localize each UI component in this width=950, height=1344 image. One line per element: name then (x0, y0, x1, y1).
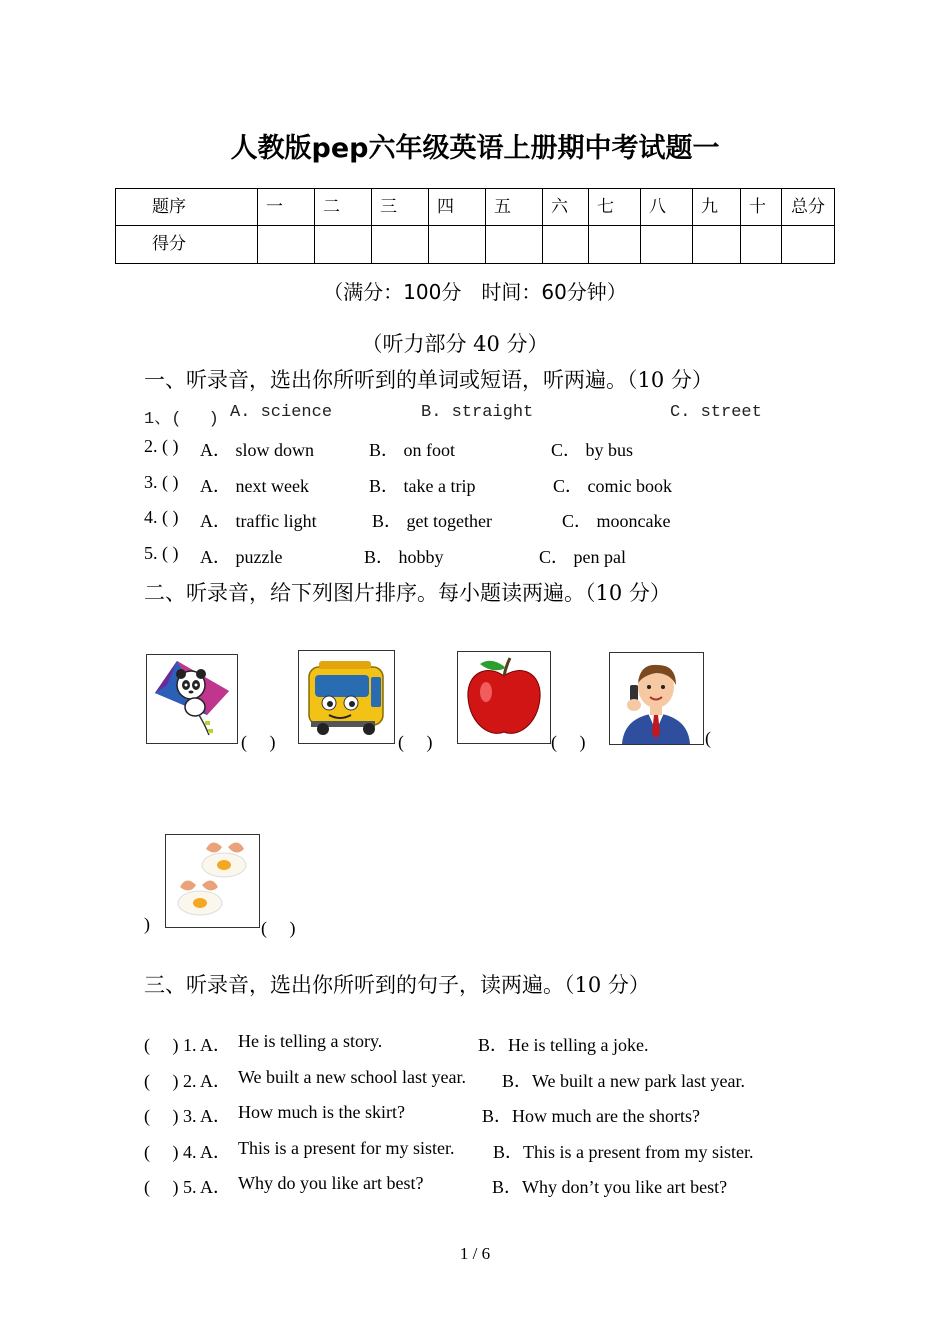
s3-q2-option-a: We built a new school last year. (238, 1067, 466, 1087)
score-header-cell: 六 (543, 189, 589, 226)
score-cell[interactable] (372, 226, 429, 264)
q3-option-c: C． comic book (553, 476, 672, 496)
s3-q4-option-a: This is a present for my sister. (238, 1138, 455, 1158)
q4-option-c: C． mooncake (562, 511, 671, 531)
s3-q2-option-b: B．We built a new park last year. (502, 1071, 745, 1091)
score-header-cell: 九 (693, 189, 741, 226)
score-header-cell: 二 (315, 189, 372, 226)
bus-answer-blank[interactable]: ( ) (398, 732, 433, 752)
man-on-phone-image (609, 652, 704, 745)
apple-image (457, 651, 551, 744)
q1-option-c: C. street (670, 403, 762, 422)
s3-q5-option-b: B．Why don’t you like art best? (492, 1177, 728, 1197)
q3-prefix: 3. ( ) (144, 472, 179, 492)
s3-q1-prefix: ( ) 1. A． (144, 1035, 231, 1055)
s3-q4-prefix: ( ) 4. A． (144, 1142, 231, 1162)
score-row-label: 得分 (116, 226, 258, 264)
s3-q2-prefix: ( ) 2. A． (144, 1071, 231, 1091)
score-cell[interactable] (258, 226, 315, 264)
section2-heading: 二、听录音，给下列图片排序。每小题读两遍。（10 分） (144, 581, 671, 605)
q2-option-c: C． by bus (551, 440, 634, 460)
page-title: 人教版pep六年级英语上册期中考试题一 (230, 133, 720, 164)
score-header-cell: 七 (589, 189, 641, 226)
kite-answer-blank[interactable]: ( ) (241, 732, 276, 752)
score-cell[interactable] (589, 226, 641, 264)
bus-icon (299, 651, 394, 743)
s3-q1-option-b: B．He is telling a joke. (478, 1035, 649, 1055)
score-header-cell: 四 (429, 189, 486, 226)
q2-option-a: A． slow down (200, 440, 315, 460)
q2-option-b: B． on foot (369, 440, 456, 460)
man-answer-open-paren[interactable]: ( (705, 728, 711, 748)
score-cell[interactable] (486, 226, 543, 264)
eggs-answer-blank[interactable]: ( ) (261, 918, 296, 938)
s3-q3-option-b: B．How much are the shorts? (482, 1106, 700, 1126)
bus-image (298, 650, 395, 744)
exam-info: （满分：100分 时间：60分钟） (323, 280, 627, 304)
section3-heading: 三、听录音，选出你所听到的句子，读两遍。（10 分） (144, 973, 650, 997)
man-answer-close-paren[interactable]: ) (144, 914, 150, 934)
kite-image (146, 654, 238, 744)
score-header-cell: 总分 (782, 189, 835, 226)
q4-option-b: B． get together (372, 511, 492, 531)
apple-answer-blank[interactable]: ( ) (551, 732, 586, 752)
q1-option-b: B. straight (421, 403, 534, 422)
score-table-score-row (116, 226, 835, 264)
man-on-phone-icon (610, 653, 703, 744)
s3-q1-option-a: He is telling a story. (238, 1031, 383, 1051)
s3-q4-option-b: B．This is a present from my sister. (493, 1142, 754, 1162)
q5-option-c: C． pen pal (539, 547, 626, 567)
s3-q3-prefix: ( ) 3. A． (144, 1106, 231, 1126)
score-cell[interactable] (693, 226, 741, 264)
score-header-cell: 十 (741, 189, 782, 226)
q5-option-a: A． puzzle (200, 547, 283, 567)
score-cell[interactable] (543, 226, 589, 264)
q3-option-a: A． next week (200, 476, 309, 496)
eggs-image (165, 834, 260, 928)
score-header-cell: 一 (258, 189, 315, 226)
section1-heading: 一、听录音，选出你所听到的单词或短语，听两遍。（10 分） (144, 368, 713, 392)
q3-option-b: B． take a trip (369, 476, 476, 496)
q1-prefix: 1、( ) (144, 410, 219, 429)
score-cell[interactable] (315, 226, 372, 264)
q4-option-a: A． traffic light (200, 511, 317, 531)
q1-option-a: A. science (230, 403, 333, 422)
score-header-cell: 五 (486, 189, 543, 226)
page-number: 1 / 6 (459, 1244, 491, 1263)
score-header-cell: 八 (641, 189, 693, 226)
eggs-icon (166, 835, 259, 927)
score-cell[interactable] (641, 226, 693, 264)
score-table (115, 188, 835, 264)
s3-q5-option-a: Why do you like art best? (238, 1173, 424, 1193)
apple-icon (458, 652, 550, 743)
score-cell[interactable] (429, 226, 486, 264)
s3-q5-prefix: ( ) 5. A． (144, 1177, 231, 1197)
listening-part-label: （听力部分 40 分） (361, 332, 549, 356)
score-header-cell: 三 (372, 189, 429, 226)
score-cell[interactable] (782, 226, 835, 264)
q5-option-b: B． hobby (364, 547, 444, 567)
score-cell[interactable] (741, 226, 782, 264)
q5-prefix: 5. ( ) (144, 543, 179, 563)
s3-q3-option-a: How much is the skirt? (238, 1102, 405, 1122)
q2-prefix: 2. ( ) (144, 436, 179, 456)
score-header-cell: 题序 (116, 189, 258, 226)
score-table-header-row (116, 189, 835, 226)
q4-prefix: 4. ( ) (144, 507, 179, 527)
kite-icon (147, 655, 237, 743)
